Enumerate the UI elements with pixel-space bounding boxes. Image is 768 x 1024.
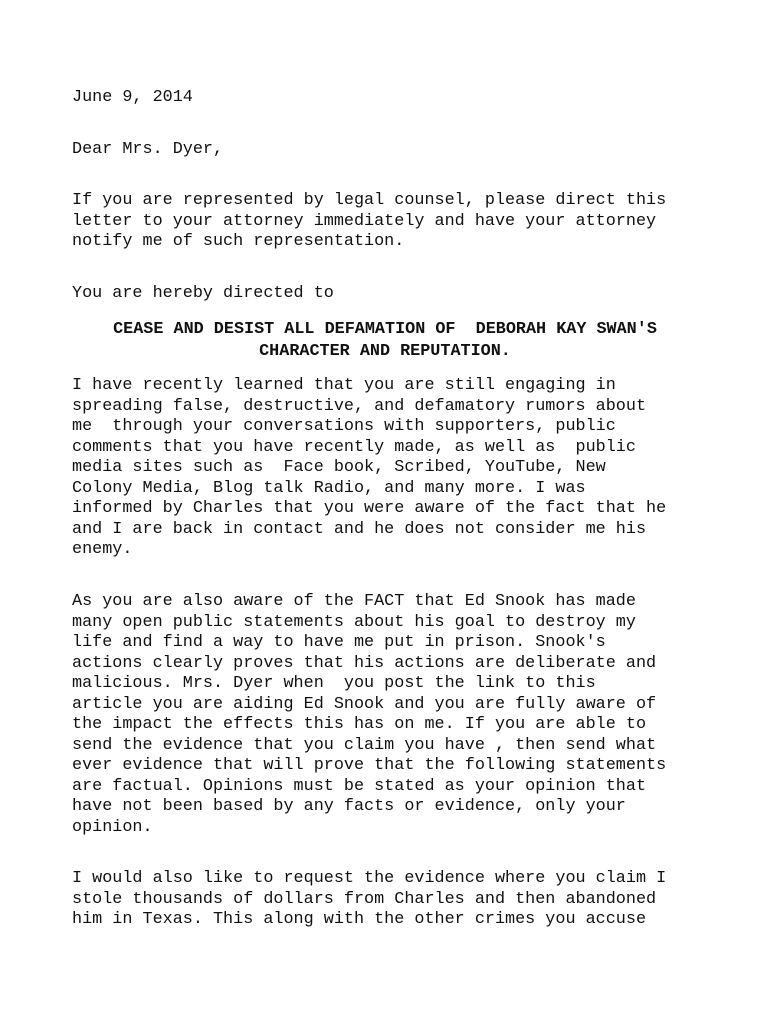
letter-salutation: Dear Mrs. Dyer, xyxy=(72,140,224,159)
body-paragraph-1: I have recently learned that you are still engaging in spreading false, destructive, and defamatory rumors about me through your conversations with supporters, public comments that you have recently made, as well as public media sites such as Face book, Scribed, YouTube, New Colony Media, Blog talk Radio, and many more. I was informed by Charles that you were aware of the fact that he and I are back in contact and he does not consider me his enemy. xyxy=(72,376,667,559)
directive-lead: You are hereby directed to xyxy=(72,284,334,303)
cease-and-desist-heading: CEASE AND DESIST ALL DEFAMATION OF DEBORAH KAY SWAN'S CHARACTER AND REPUTATION. xyxy=(113,320,657,361)
body-paragraph-2: As you are also aware of the FACT that Ed Snook has made many open public statements about his goal to destroy my life and find a way to have me put in prison. Snook's actions clearly proves that his actions are deliberate and malicious. Mrs. Dyer when you post the link to this article you are aiding Ed Snook and you are fully aware of the impact the effects this has on me. If you are able to send the evidence that you claim you have , then send what ever evidence that will prove that the following statements are factual. Opinions must be stated as your opinion that have not been based by any facts or evidence, only your opinion. xyxy=(72,592,667,837)
body-paragraph-3: I would also like to request the evidence where you claim I stole thousands of dollars from Charles and then abandoned him in Texas. This along with the other crimes you accuse xyxy=(72,869,667,929)
intro-paragraph: If you are represented by legal counsel, please direct this letter to your attorney immediately and have your attorney notify me of such representation. xyxy=(72,191,667,251)
letter-date: June 9, 2014 xyxy=(72,88,193,107)
